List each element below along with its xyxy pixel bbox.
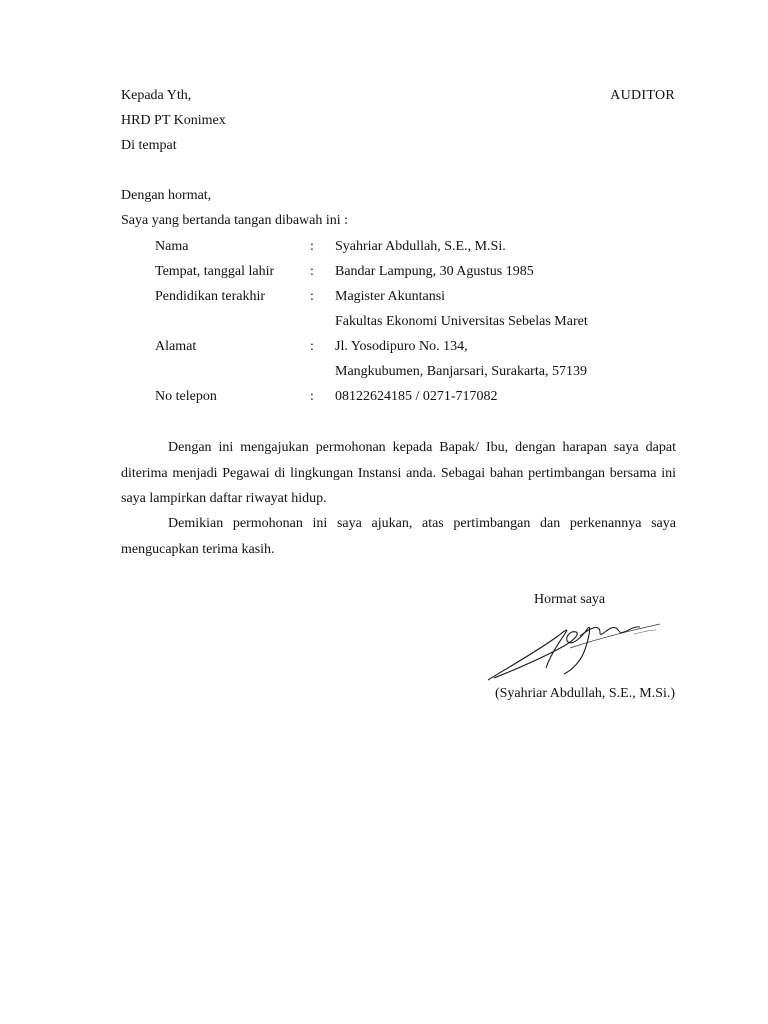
field-colon: : [310, 289, 314, 304]
field-colon: : [310, 264, 314, 279]
field-value-phone: 08122624185 / 0271-717082 [335, 389, 498, 404]
field-value-address: Jl. Yosodipuro No. 134, [335, 339, 468, 354]
field-label-phone: No telepon [155, 389, 217, 404]
signer-name: (Syahriar Abdullah, S.E., M.Si.) [494, 686, 675, 701]
closing-greeting: Hormat saya [534, 592, 606, 607]
field-label-education: Pendidikan terakhir [155, 289, 266, 304]
field-value-nama: Syahriar Abdullah, S.E., M.Si. [335, 239, 506, 254]
recipient-line-1: Kepada Yth, [121, 88, 192, 103]
signature-icon [484, 612, 664, 684]
field-colon: : [310, 239, 314, 254]
body-paragraph-2: Demikian permohonan ini saya ajukan, atas pertimbangan dan perkenannya saya mengucapkan terima kasih. [121, 516, 676, 557]
field-value-address-2: Mangkubumen, Banjarsari, Surakarta, 57139 [335, 364, 587, 379]
field-colon: : [310, 339, 314, 354]
field-value-birth: Bandar Lampung, 30 Agustus 1985 [335, 264, 534, 279]
field-value-education-2: Fakultas Ekonomi Universitas Sebelas Maret [335, 314, 588, 329]
field-label-birth: Tempat, tanggal lahir [155, 264, 275, 279]
field-label-address: Alamat [155, 339, 197, 354]
intro-text: Saya yang bertanda tangan dibawah ini : [121, 213, 349, 228]
field-label-nama: Nama [155, 239, 189, 254]
field-colon: : [310, 389, 314, 404]
recipient-line-3: Di tempat [121, 138, 177, 153]
body-paragraph-1: Dengan ini mengajukan permohonan kepada Bapak/ Ibu, dengan harapan saya dapat diterima menjadi Pegawai di lingkungan Instansi anda. Sebagai bahan pertimbangan bersama ini saya lampirkan daftar riwayat hidup. [121, 440, 676, 506]
field-value-education: Magister Akuntansi [335, 289, 446, 304]
recipient-line-2: HRD PT Konimex [121, 113, 226, 128]
salutation: Dengan hormat, [121, 188, 212, 203]
applied-position: AUDITOR [610, 88, 675, 103]
